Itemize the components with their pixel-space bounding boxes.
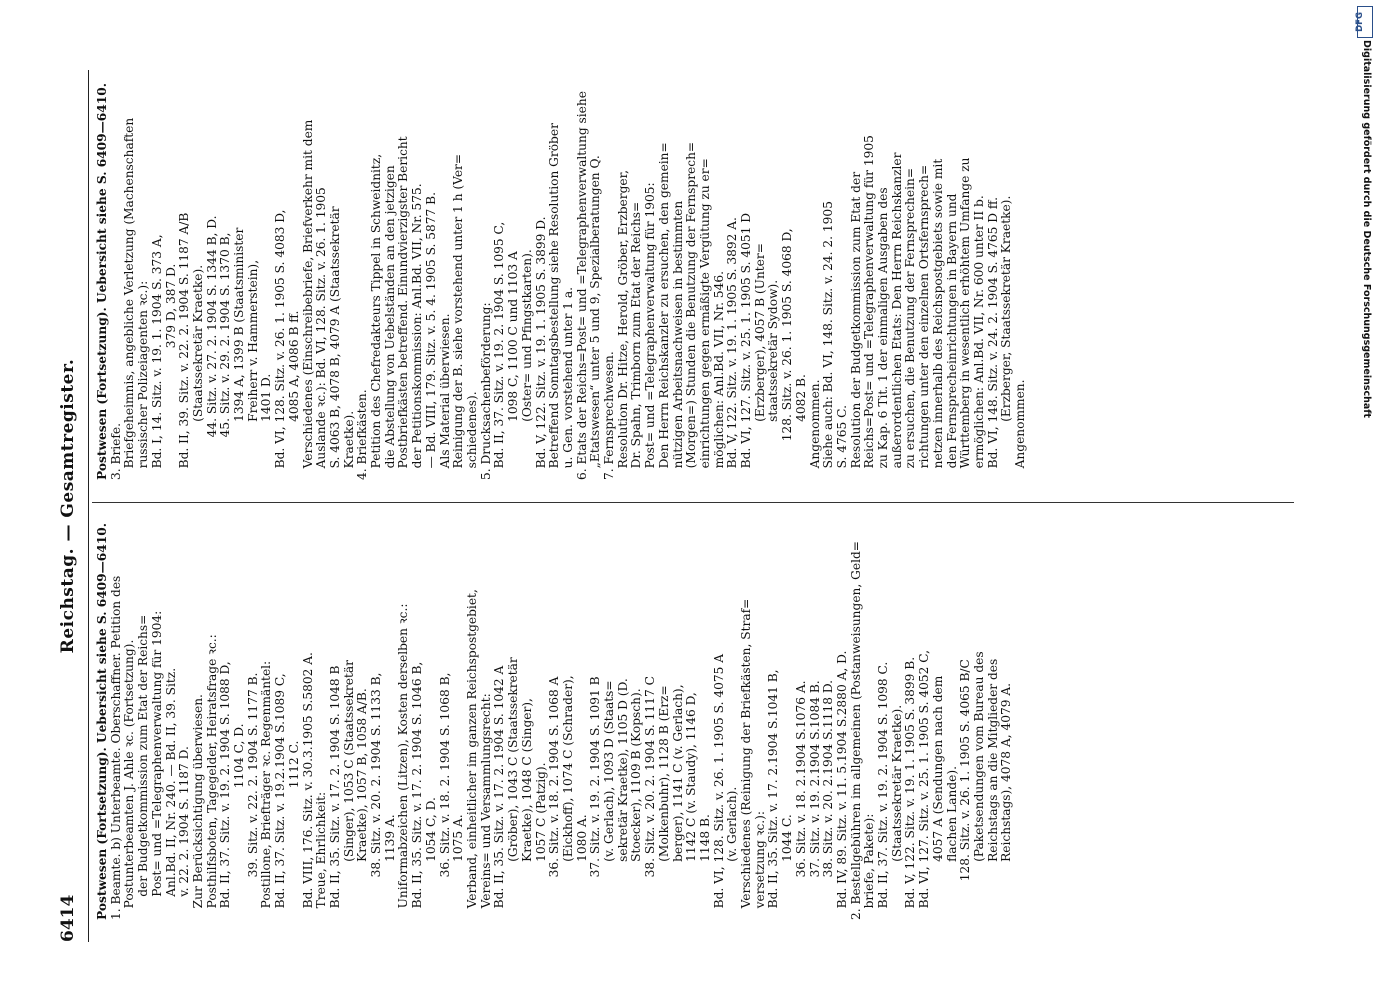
- dfg-logo-text: DFG: [1354, 12, 1365, 32]
- index-line: Bd. II, 35. Sitz. v. 17. 2. 1904 S. 1042 A: [492, 665, 507, 920]
- index-line: Bd. II, 35. Sitz. v. 17. 2. 1904 S. 1048 B: [327, 665, 342, 920]
- index-line: Bd. VIII, 176. Sitz. v. 30.3.1905 S.5802 A.: [300, 652, 315, 920]
- index-line: 36. Sitz. v. 18. 2. 1904 S. 1068 B,: [437, 672, 452, 920]
- index-line: (Staatssekretär Kraetke).: [190, 264, 205, 480]
- index-line: Briefgeheimnis, angebliche Verletzung (Machenschaften: [122, 117, 137, 480]
- index-line: 6. Etats der Reichs=Post= und =Telegraphenverwaltung siehe: [574, 91, 589, 480]
- index-line: Postwesen (Fortsetzung). Uebersicht siehe S. 6409—6410.: [95, 83, 109, 480]
- index-line: 1148 B.: [697, 814, 712, 920]
- index-line: 1. Beamte. b) Unterbeamte. Oberschaffner. Petition des: [108, 575, 123, 920]
- index-line: Verband, einheitlicher im ganzen Reichspostgebiet,: [464, 589, 479, 920]
- header-rule: [88, 70, 89, 942]
- index-line: „Etatswesen“ unter 5 und 9, Spezialberatungen Q.: [588, 155, 603, 480]
- index-line: die Abstellung von Uebelständen an den jetzigen: [382, 165, 397, 480]
- index-line: 38. Sitz. v. 20. 2.1904 S.1118 D.: [821, 679, 836, 920]
- index-line: zu Kap. 6 Tit. 1 der einmaligen Ausgaben des: [876, 187, 891, 480]
- index-line: (Oster= und Pfingstkarten).: [519, 249, 534, 480]
- index-line: (Erzberger), 4057 B (Unter=: [752, 243, 767, 480]
- index-line: Postbriefkästen betreffend. Einundvierzigster Bericht: [396, 136, 411, 480]
- index-line: versetzung ꝛc.):: [752, 810, 767, 920]
- index-line: 5. Drucksachenbeförderung:: [478, 302, 493, 480]
- index-line: ermöglichen: Anl.Bd. VII, Nr. 600 unter II b.: [972, 195, 986, 480]
- index-line: Verschiedenes (Reinigung der Briefkästen, Straf=: [739, 598, 754, 920]
- index-line: 128. Sitz. v. 26. 1. 1905 S. 4068 D,: [780, 228, 795, 480]
- index-line: 1080 A.: [574, 814, 589, 920]
- index-line: Stoecker), 1109 B (Kopsch).: [629, 688, 644, 920]
- index-line: 45. Sitz. v. 29. 2. 1904 S. 1370 B,: [218, 232, 233, 480]
- index-line: der Petitionskommission: Anl.Bd. VII, Nr. 575.: [410, 183, 425, 480]
- page-header: [58, 70, 86, 942]
- index-line: Bd. VI, 127. Sitz. v. 25. 1. 1905 S. 4051 D: [739, 213, 754, 480]
- index-line: 1394 A, 1399 B (Staatsminister: [232, 227, 247, 480]
- dfg-logo: [1354, 6, 1373, 38]
- index-line: Bd. II, 35. Sitz. v. 17. 2. 1904 S. 1046 B,: [410, 661, 425, 920]
- index-line: Reinigung der B. siehe vorstehend unter 1 h (Ver=: [451, 153, 466, 480]
- index-line: (Singer), 1053 C (Staatssekretär: [341, 660, 356, 920]
- index-line: Bd. VI, 128. Sitz. v. 26. 1. 1905 S. 4083 D,: [273, 209, 288, 480]
- index-line: der Budgetkommission zum Etat der Reichs=: [136, 614, 151, 920]
- index-line: 36. Sitz. v. 18. 2.1904 S.1076 A.: [793, 680, 808, 920]
- index-line: Postunterbeamten J. Ahle ꝛc. (Fortsetzung).: [122, 639, 137, 920]
- index-line: einrichtungen gegen ermäßigte Vergütung zu er=: [697, 158, 712, 480]
- index-line: Petition des Chefredakteurs Tippel in Schweidnitz,: [369, 153, 384, 480]
- index-line: 39. Sitz. v. 22. 2. 1904 S. 1177 B.: [245, 672, 260, 920]
- index-line: (v. Gerlach).: [725, 786, 740, 920]
- index-line: Reichstags an die Mitglieder des: [985, 658, 1000, 920]
- index-line: 1057 C (Patzig).: [533, 762, 548, 920]
- index-line: Dr. Spahn, Trimborn zum Etat der Reichs=: [629, 201, 644, 480]
- index-line: Siehe auch: Bd. VI, 148. Sitz. v. 24. 2. 1905: [821, 201, 836, 480]
- index-line: Reichs=Post= und =Telegraphenverwaltung für 1905: [862, 135, 877, 480]
- index-line: außerordentlichen Etats: Den Herrn Reichskanzler: [889, 152, 904, 480]
- index-line: Uniformabzeichen (Litzen), Kosten derselben ꝛc.:: [396, 603, 411, 920]
- index-line: Posthilfsboten, Tagegelder, Heiratsfrage ꝛc.:: [204, 634, 219, 920]
- index-line: Betreffend Sonntagsbestellung siehe Resolution Gröber: [547, 123, 562, 480]
- index-line: Angenommen.: [1013, 379, 1028, 480]
- index-line: berger), 1141 C (v. Gerlach),: [670, 684, 685, 920]
- index-line: 1139 A.: [382, 814, 397, 920]
- index-line: (Paketsendungen vom Bureau des: [972, 651, 986, 920]
- index-line: Bd. VI, 128. Sitz. v. 26. 1. 1905 S. 4075 A: [711, 653, 726, 920]
- left-column: [96, 500, 1014, 920]
- index-line: 1044 C.: [780, 814, 795, 920]
- index-line: 4082 B.: [793, 374, 808, 480]
- index-line: 1142 C (v. Staudy), 1146 D,: [684, 692, 699, 920]
- index-line: Bd. II, 39. Sitz. v. 22. 2. 1904 S. 1187 A/B: [177, 212, 192, 480]
- index-line: Bd. II, 37. Sitz. v. 19. 2. 1904 S. 1095 C,: [492, 221, 507, 480]
- index-line: Den Herrn Reichskanzler zu ersuchen, den gemein=: [656, 142, 671, 480]
- index-line: S. 4765 C.: [834, 405, 849, 480]
- index-line: 37. Sitz. v. 19. 2.1904 S.1084 B.: [807, 680, 822, 920]
- index-line: 1054 C, D.: [423, 797, 438, 920]
- index-line: Bd. V, 122. Sitz. v. 19. 1. 1905 S. 3899 B.: [903, 656, 918, 920]
- index-line: (Gröber), 1043 C (Staatssekretär: [506, 657, 521, 920]
- index-line: (Erzberger, Staatssekretär Kraetke).: [999, 195, 1014, 480]
- index-line: (Molkenbuhr), 1128 B (Erz=: [656, 685, 671, 920]
- index-line: Bd. II, 35. Sitz. v. 17. 2.1904 S.1041 B,: [766, 669, 781, 920]
- index-line: möglichen: Anl.Bd. VII, Nr. 546.: [711, 271, 726, 480]
- page-number: 6414: [58, 894, 78, 942]
- index-line: 1098 C, 1100 C und 1103 A: [506, 251, 521, 480]
- index-line: Post= und =Telegraphenverwaltung für 1905:: [643, 182, 658, 480]
- index-line: Vereins= und Versammlungsrecht:: [478, 693, 493, 920]
- index-line: 1112 C.: [286, 740, 301, 920]
- index-line: 4057 A (Sendungen nach dem: [930, 675, 945, 920]
- index-line: 1401 D.: [259, 373, 274, 480]
- index-line: Post= und =Telegraphenverwaltung für 1904:: [149, 610, 164, 920]
- index-line: Bd. V, 122. Sitz. v. 19. 1. 1905 S. 3892 A.: [725, 217, 740, 480]
- index-line: Treue, Ehrlichkeit:: [314, 791, 329, 920]
- index-line: (Morgen=) Stunden die Benutzung der Fernsprech=: [684, 141, 699, 480]
- index-line: 38. Sitz. v. 20. 2. 1904 S. 1117 C: [643, 676, 658, 920]
- index-line: 37. Sitz. v. 19. 2. 1904 S. 1091 B: [588, 676, 603, 920]
- index-line: sekretär Kraetke), 1105 D (D.: [615, 678, 630, 920]
- index-line: nützigen Arbeitsnachweisen in bestimmten: [670, 200, 685, 480]
- right-column: [96, 60, 1028, 480]
- index-line: Anl.Bd. II, Nr. 240. — Bd. II, 39. Sitz.: [163, 667, 178, 920]
- index-line: russischer Polizeiagenten ꝛc.):: [136, 280, 151, 480]
- index-line: Angenommen.: [807, 379, 822, 480]
- index-line: Als Material überwiesen.: [437, 313, 452, 480]
- index-line: Württemberg in wesentlich erhöhtem Umfange zu: [958, 157, 973, 480]
- index-line: Bd. VI, 127. Sitz. v. 25. 1. 1905 S. 4052 C,: [917, 650, 932, 920]
- index-line: Bd. II, 37. Sitz. v. 19. 2. 1904 S. 1088 D,: [218, 661, 233, 920]
- index-line: 128. Sitz. v. 26. 1. 1905 S. 4065 B/C: [958, 659, 973, 920]
- index-line: zu ersuchen, die Benutzung der Fernsprechein=: [903, 167, 918, 480]
- index-line: Bd. I, 14. Sitz. v. 19. 1. 1904 S. 373 A,: [149, 234, 164, 480]
- index-line: (Staatssekretär Kraetke).: [889, 704, 904, 920]
- index-line: 44. Sitz. v. 27. 2. 1904 S. 1344 B, D.: [204, 215, 219, 480]
- index-line: Zur Berücksichtigung überwiesen.: [190, 694, 205, 920]
- index-line: richtungen unter den einzelnen Ortsfernsprech=: [917, 164, 932, 480]
- index-line: S. 4063 B, 4078 B, 4079 A (Staatssekretär: [327, 206, 342, 480]
- index-line: Resolution der Budgetkommission zum Etat der: [848, 171, 863, 480]
- index-line: Reichstags), 4078 A, 4079 A.: [999, 682, 1014, 920]
- index-line: 7. Fernsprechwesen.: [602, 351, 617, 480]
- index-line: (v. Gerlach), 1093 D (Staats=: [602, 680, 617, 920]
- index-line: Freiherr v. Hammerstein),: [245, 259, 260, 480]
- index-line: staatssekretär Sydow).: [766, 279, 781, 480]
- index-line: u. Gen. vorstehend unter 1 a.: [560, 286, 575, 480]
- index-line: Kraetke), 1048 C (Singer),: [519, 698, 534, 920]
- index-line: den Fernsprecheinrichtungen in Bayern und: [944, 193, 959, 480]
- running-title: Reichstag. — Gesamtregister.: [58, 358, 78, 654]
- index-line: Postillone, Briefträger ꝛc. Regenmäntel:: [259, 660, 274, 920]
- index-line: 38. Sitz. v. 20. 2. 1904 S. 1133 B,: [369, 672, 384, 920]
- index-line: Auslande ꝛc.): Bd. VI, 128. Sitz. v. 26. 1. 1905: [314, 187, 329, 480]
- index-line: Postwesen (Fortsetzung). Uebersicht siehe S. 6409—6410.: [95, 523, 109, 920]
- index-line: 3. Briefe.: [108, 423, 123, 480]
- index-line: (Eickhoff), 1074 C (Schrader),: [560, 675, 575, 920]
- index-line: Bd. II, 37. Sitz. v. 19.2.1904 S.1089 C,: [273, 673, 288, 920]
- index-line: Resolution Dr. Hitze, Herold, Gröber, Erzberger,: [615, 170, 630, 480]
- index-line: 1075 A.: [451, 814, 466, 920]
- index-line: 2. Bestellgebühren im allgemeinen (Postanweisungen, Geld=: [848, 541, 863, 920]
- index-line: netzen innerhalb des Reichspostgebiets sowie mit: [930, 158, 945, 480]
- index-line: — Bd. VIII, 179. Sitz. v. 5. 4. 1905 S. 5877 B.: [423, 192, 438, 480]
- index-line: flachen Lande).: [944, 766, 959, 920]
- index-line: Bd. IV, 89. Sitz. v. 11. 5.1904 S.2880 A, D.: [834, 650, 849, 920]
- index-line: v. 22. 2. 1904 S. 1187 D.: [177, 746, 192, 920]
- index-line: Bd. II, 37. Sitz. v. 19. 2. 1904 S. 1098 C.: [876, 661, 891, 920]
- digitization-note: Digitalisierung gefördert durch die Deutsche Forschungsgemeinschaft: [1361, 40, 1372, 418]
- index-line: Kraetke).: [341, 410, 356, 480]
- index-line: 4. Briefkästen.: [355, 389, 370, 480]
- index-line: Kraetke), 1057 B, 1058 A/B.: [355, 688, 370, 920]
- index-line: 36. Sitz. v. 18. 2. 1904 S. 1068 A: [547, 676, 562, 920]
- index-line: 379 D, 387 D.: [163, 263, 178, 480]
- index-line: 1104 C, D.: [232, 723, 247, 920]
- index-line: schiedenes).: [464, 391, 479, 480]
- index-line: Bd. VI, 148. Sitz. v. 24. 2. 1904 S. 4765 D ff.: [985, 197, 1000, 480]
- index-line: briefe, Pakete):: [862, 813, 877, 920]
- index-line: Bd. V, 122. Sitz. v. 19. 1. 1905 S. 3899 D.: [533, 216, 548, 480]
- index-line: 4085 A, 4086 B ff.: [286, 310, 301, 480]
- index-line: Verschiedenes (Einschreibebriefe, Briefverkehr mit dem: [300, 119, 315, 480]
